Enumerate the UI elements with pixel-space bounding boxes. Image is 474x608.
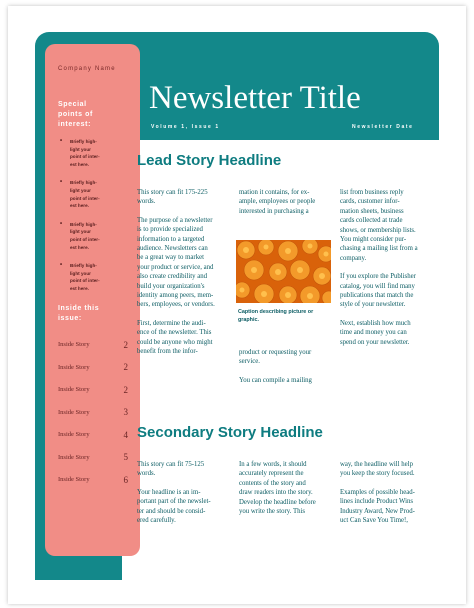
flowers-image <box>236 240 331 303</box>
paragraph: In a few words, it should accurately represent the contents of the story and draw readers into the story. Develop the headline before you write the story. This <box>239 461 316 516</box>
paragraph: If you explore the Publisher catalog, you will find many publications that match the style of your newsletter. <box>340 273 416 309</box>
flowers-photo <box>236 240 331 303</box>
paragraph: You can compile a mailing <box>239 376 312 384</box>
secondary-story-column-2 <box>239 460 331 525</box>
lead-story-column-3 <box>340 188 438 356</box>
paragraph: Examples of possible head- lines include Product Wins Industry Award, New Prod- uct Can Save You Time!, <box>340 488 415 525</box>
paragraph: This story can fit 75-125 words. <box>137 461 205 478</box>
lead-story-column-2 <box>239 188 331 225</box>
paragraph: way, the headline will help you keep the story focused. <box>340 461 415 478</box>
special-point-item: • Briefly high- light your point of inter- est here. <box>58 179 128 209</box>
paragraph: list from business reply cards, customer infor- mation sheets, business cards collected at trade shows, or membership lists. You might consider pur- chasing a mailing list from a company. <box>340 189 418 262</box>
paragraph: Next, establish how much time and money you can spend on your newsletter. <box>340 319 411 346</box>
volume-issue: Volume 1, Issue 1 <box>151 124 220 130</box>
special-point-item: • Briefly high- light your point of inter- est here. <box>58 262 128 292</box>
special-point-item: • Briefly high- light your point of inter- est here. <box>58 221 128 251</box>
toc-row[interactable]: Inside Story 3 <box>58 407 128 418</box>
toc-row[interactable]: Inside Story 2 <box>58 339 128 350</box>
paragraph: First, determine the audi- ence of the newsletter. This could be anyone who might benefit from the infor- <box>137 319 213 356</box>
lead-story-column-2-continued <box>239 348 331 394</box>
sidebar <box>45 44 140 556</box>
table-of-contents <box>58 334 140 492</box>
newsletter-date: Newsletter Date <box>352 124 414 130</box>
special-points-list <box>58 138 140 293</box>
company-name: Company Name <box>58 66 116 72</box>
paragraph: product or requesting your service. <box>239 349 312 366</box>
toc-row[interactable]: Inside Story 2 <box>58 384 128 395</box>
special-point-item: • Briefly high- light your point of inter- est here. <box>58 138 128 168</box>
secondary-story-headline: Secondary Story Headline <box>137 424 323 441</box>
secondary-story-column-3 <box>340 460 438 534</box>
toc-row[interactable]: Inside Story 4 <box>58 429 128 440</box>
toc-row[interactable]: Inside Story 6 <box>58 474 128 485</box>
newsletter-title: Newsletter Title <box>149 80 361 116</box>
photo-caption: Caption describing picture or graphic. <box>238 309 314 323</box>
special-points-heading: Special points of interest: <box>58 101 93 128</box>
paragraph: mation it contains, for ex- ample, employees or people interested in purchasing a <box>239 189 316 215</box>
inside-issue-heading: Inside this issue: <box>58 304 100 322</box>
toc-row[interactable]: Inside Story 5 <box>58 452 128 463</box>
lead-story-headline: Lead Story Headline <box>137 152 282 169</box>
toc-row[interactable]: Inside Story 2 <box>58 362 128 373</box>
paragraph: This story can fit 175-225 words. <box>137 189 208 206</box>
paragraph: The purpose of a newsletter is to provide specialized information to a targeted audience. Newsletters can be a great way to market your product or service, and also create credibility and build your organization's identity among peers, mem- bers, employees, or vendors. <box>137 216 215 309</box>
lead-story-column-1 <box>137 188 229 366</box>
secondary-story-column-1 <box>137 460 229 534</box>
paragraph: Your headline is an im- portant part of the newslet- ter and should be consid- ered carefully. <box>137 488 211 525</box>
